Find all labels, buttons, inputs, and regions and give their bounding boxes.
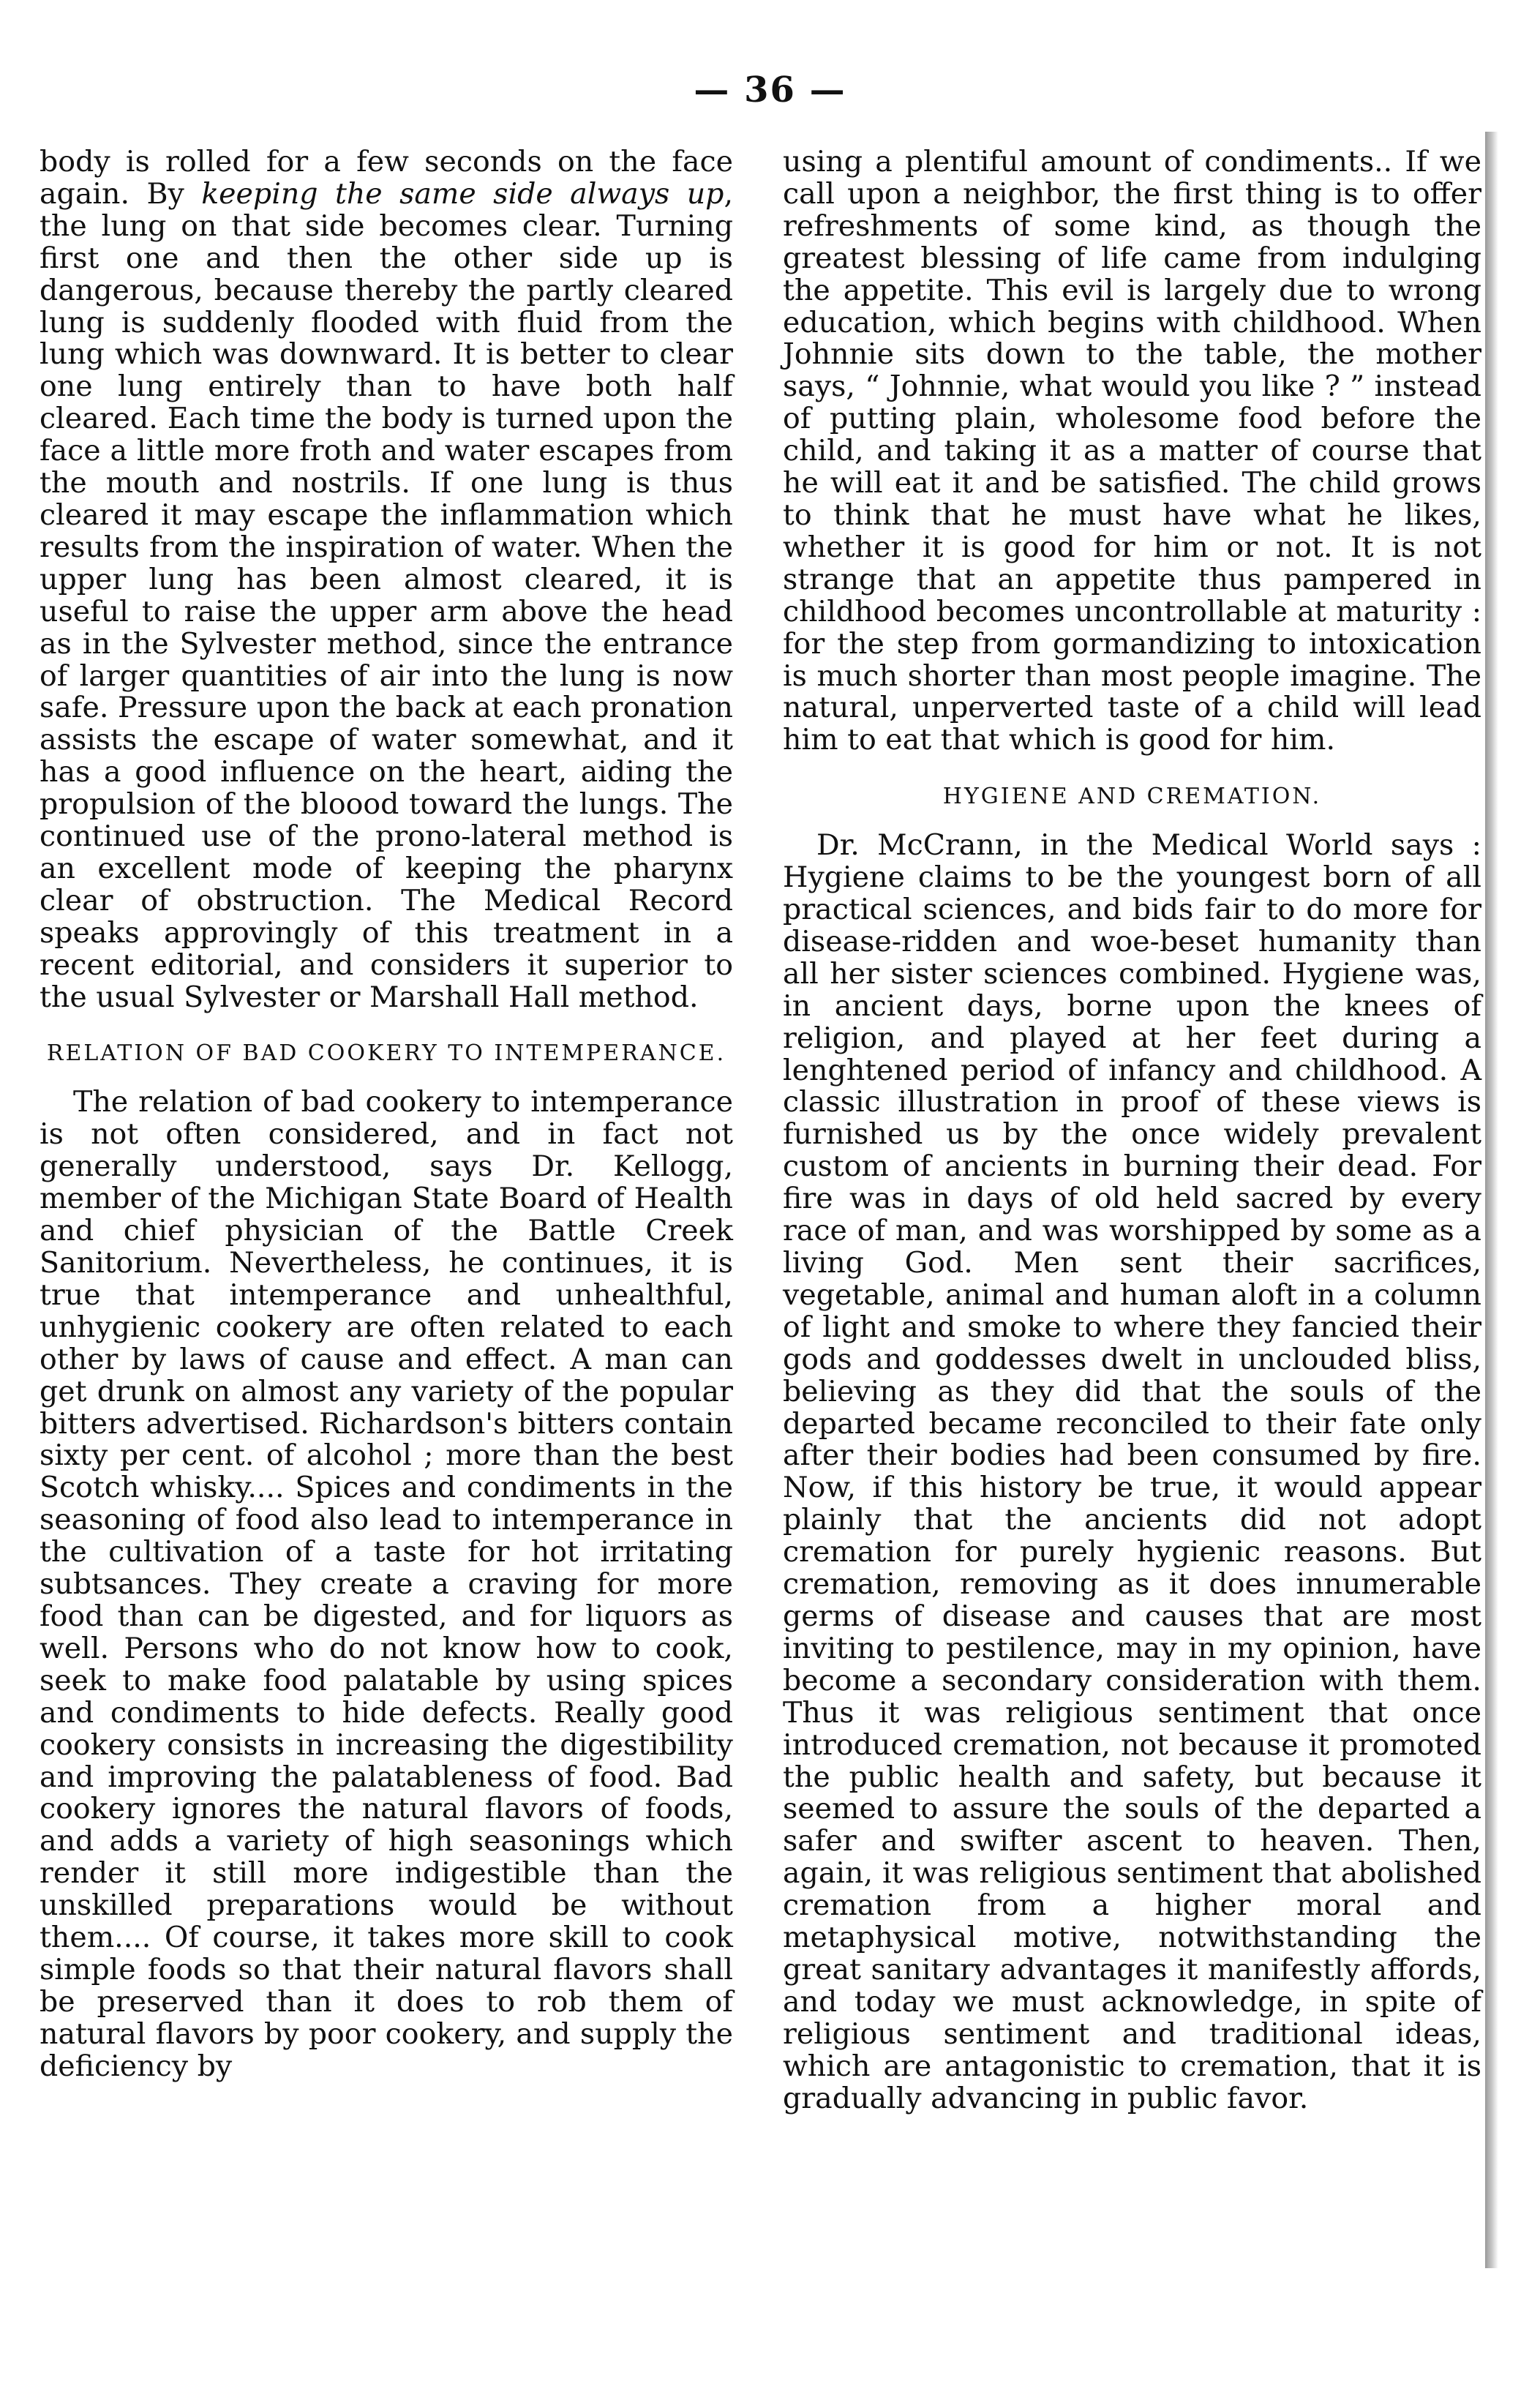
paragraph-condiments: using a plentiful amount of condiments.. If we call upon a neighbor, the first thing is to offer refreshments of some kind, as though the greatest blessing of life came from indulging the appetite. This evil is largely due to wrong education, which begins with childhood. When Johnnie sits down to the table, the mother says, “ Johnnie, what would you like ? ” instead of putting plain, wholesome food before the child, and taking it as a matter of course that he will eat it and be satisfied. The child grows to think that he must have what he likes, whether it is good for him or not. It is not strange that an appetite thus pampered in childhood becomes uncontrollable at maturity : for the step from gormandizing to intoxication is much shorter than most people imagine. The natural, unperverted taste of a child will lead him to eat that which is good for him.	[783, 145, 1481, 757]
text-run: , the lung on that side becomes clear. Turning first one and then the other side up is dangerous, because thereby the partly cleared lung is suddenly flooded with fluid from the lung which was downward. It is better to clear one lung entirely than to have both half cleared. Each time the body is turned upon the face a little more froth and water escapes from the mouth and nostrils. If one lung is thus cleared it may escape the inflammation which results from the inspiration of water. When the upper lung has been almost cleared, it is useful to raise the upper arm above the head as in the Sylvester method, since the entrance of larger quantities of air into the lung is now safe. Pressure upon the back at each pronation assists the escape of water somewhat, and it has a good influence on the heart, aiding the propulsion of the bloood toward the lungs. The continued use of the prono-lateral method is an excellent mode of keeping the pharynx clear of obstruction. The Medical Record speaks approvingly of this treatment in a recent editorial, and considers it superior to the usual Sylvester or Marshall Hall method.	[40, 176, 734, 1014]
emphasis-text: keeping the same side always up	[201, 176, 724, 211]
paragraph-cremation: Dr. McCrann, in the Medical World says : Hygiene claims to be the youngest born of all practical sciences, and bids fair to do more for disease-ridden and woe-beset humanity than all her sister sciences combined. Hygiene was, in ancient days, borne upon the knees of religion, and played at her feet during a lenghtened period of infancy and childhood. A classic illustration in proof of these views is furnished us by the once widely prevalent custom of ancients in burning their dead. For fire was in days of old held sacred by every race of man, and was worshipped by some as a living God. Men sent their sacrifices, vegetable, animal and human aloft in a column of light and smoke to where they fancied their gods and goddesses dwelt in unclouded bliss, believing as they did that the souls of the departed became reconciled to their fate only after their bodies had been consumed by fire. Now, if this history be true, it would appear plainly that the ancients did not adopt cremation for purely hygienic reasons. But cremation, removing as it does innumerable germs of disease and causes that are most inviting to pestilence, may in my opinion, have become a secondary consideration with them. Thus it was religious sentiment that once introduced cremation, not because it promoted the public health and safety, but because it seemed to assure the souls of the departed a safer and swifter ascent to heaven. Then, again, it was religious sentiment that abolished cremation from a higher moral and metaphysical motive, notwithstanding the great sanitary advantages it manifestly affords, and today we must acknowledge, in spite of religious sentiment and traditional ideas, which are antagonistic to cremation, that it is gradually advancing in public favor.	[783, 828, 1481, 2115]
paragraph-resuscitation	[40, 146, 733, 1013]
left-column	[40, 146, 733, 2083]
right-column	[783, 146, 1481, 2115]
text-run: body is rolled for a few seconds on the face again. By	[40, 145, 733, 211]
section-heading-cremation: HYGIENE AND CREMATION.	[942, 784, 1322, 810]
paragraph-cookery: The relation of bad cookery to intemperance is not often considered, and in fact not generally understood, says Dr. Kellogg, member of the Michigan State Board of Health and chief physician of the Battle Creek Sanitorium. Nevertheless, he continues, it is true that intemperance and unhealthful, unhygienic cookery are often related to each other by laws of cause and effect. A man can get drunk on almost any variety of the popular bitters advertised. Richardson's bitters contain sixty per cent. of alcohol ; more than the best Scotch whisky.... Spices and condiments in the seasoning of food also lead to intemperance in the cultivation of a taste for hot irritating subtsances. They create a craving for more food than can be digested, and for liquors as well. Persons who do not know how to cook, seek to make food palatable by using spices and condiments to hide defects. Really good cookery consists in increasing the digestibility and improving the palatableness of food. Bad cookery ignores the natural flavors of foods, and adds a variety of high seasonings which render it still more indigestible than the unskilled preparations would be without them.... Of course, it takes more skill to cook simple foods so that their natural flavors shall be preserved than it does to rob them of natural flavors by poor cookery, and supply the deficiency by	[40, 1085, 733, 2083]
page-number: — 36 —	[694, 70, 846, 110]
section-heading-cookery: RELATION OF BAD COOKERY TO INTEMPERANCE.	[46, 1040, 726, 1067]
page-edge-shadow	[1485, 132, 1498, 2268]
